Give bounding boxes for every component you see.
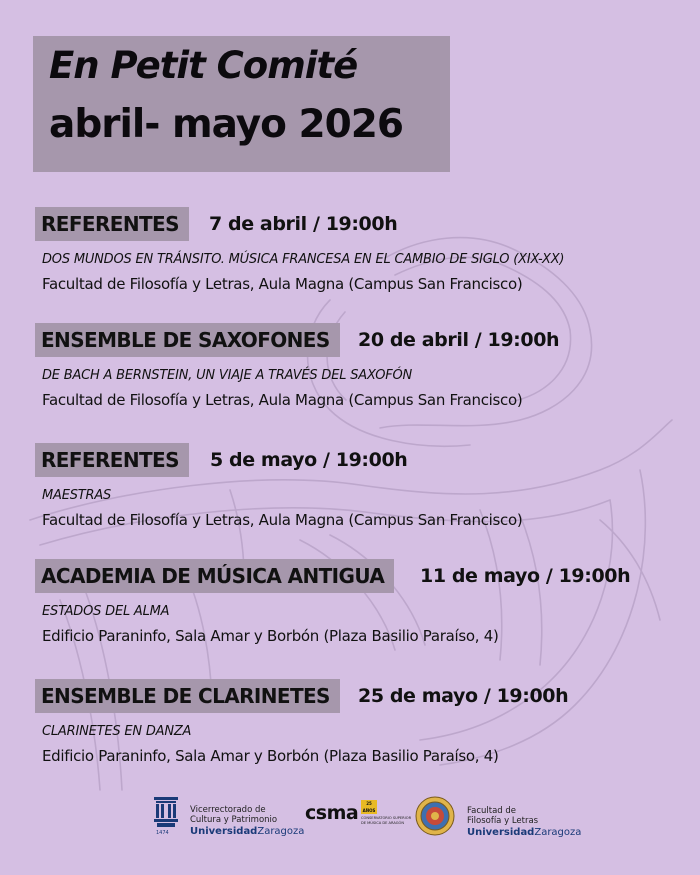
event-category: ENSEMBLE DE CLARINETES [35,679,340,713]
event-venue: Edificio Paraninfo, Sala Amar y Borbón (Plaza Basilio Paraíso, 4) [42,747,499,765]
event-category: ENSEMBLE DE SAXOFONES [35,323,340,357]
logo-year: 1474 [156,830,169,836]
event-date: 20 de abril / 19:00h [358,329,560,351]
logo-text-line: CONSERVATORIO SUPERIOR [361,816,412,820]
event-subtitle: DE BACH A BERNSTEIN, UN VIAJE A TRAVÉS DEL SAXOFÓN [42,368,413,383]
poster-title-box [33,36,450,172]
event-date: 5 de mayo / 19:00h [210,449,408,471]
logo-text-line: Vicerrectorado de [190,805,266,815]
poster-title: En Petit Comité [49,44,358,87]
event-subtitle: DOS MUNDOS EN TRÁNSITO. MÚSICA FRANCESA EN EL CAMBIO DE SIGLO (XIX-XX) [42,252,565,267]
event-item [0,323,700,409]
logo-text-line: DE MÚSICA DE ARAGÓN [361,821,405,825]
faculty-seal-icon [415,796,455,836]
event-item [0,207,700,293]
logo-text-line: Facultad de [467,806,517,816]
event-date: 11 de mayo / 19:00h [420,565,631,587]
event-venue: Edificio Paraninfo, Sala Amar y Borbón (Plaza Basilio Paraíso, 4) [42,627,499,645]
event-subtitle: ESTADOS DEL ALMA [42,604,170,619]
brand-universidad: Universidad [190,826,258,837]
anniversary-badge: 25 AÑOS [362,801,376,813]
event-venue: Facultad de Filosofía y Letras, Aula Magna (Campus San Francisco) [42,511,523,529]
csma-wordmark: csma [305,802,359,824]
event-subtitle: CLARINETES EN DANZA [42,724,192,739]
event-item [0,679,700,765]
event-venue: Facultad de Filosofía y Letras, Aula Magna (Campus San Francisco) [42,275,523,293]
poster-dates: abril- mayo 2026 [49,102,404,147]
event-category: REFERENTES [35,443,189,477]
event-category: ACADEMIA DE MÚSICA ANTIGUA [35,559,394,593]
event-item [0,559,700,645]
brand-zaragoza: Zaragoza [257,826,305,837]
brand-universidad: Universidad [467,827,535,838]
logo-text-line: Filosofía y Letras [467,816,539,826]
sponsor-logos [0,792,700,842]
event-category: REFERENTES [35,207,189,241]
event-date: 7 de abril / 19:00h [209,213,398,235]
event-item [0,443,700,529]
event-venue: Facultad de Filosofía y Letras, Aula Magna (Campus San Francisco) [42,391,523,409]
logo-text-line: Cultura y Patrimonio [190,815,278,825]
event-date: 25 de mayo / 19:00h [358,685,569,707]
brand-zaragoza: Zaragoza [534,827,582,838]
event-subtitle: MAESTRAS [42,488,112,503]
